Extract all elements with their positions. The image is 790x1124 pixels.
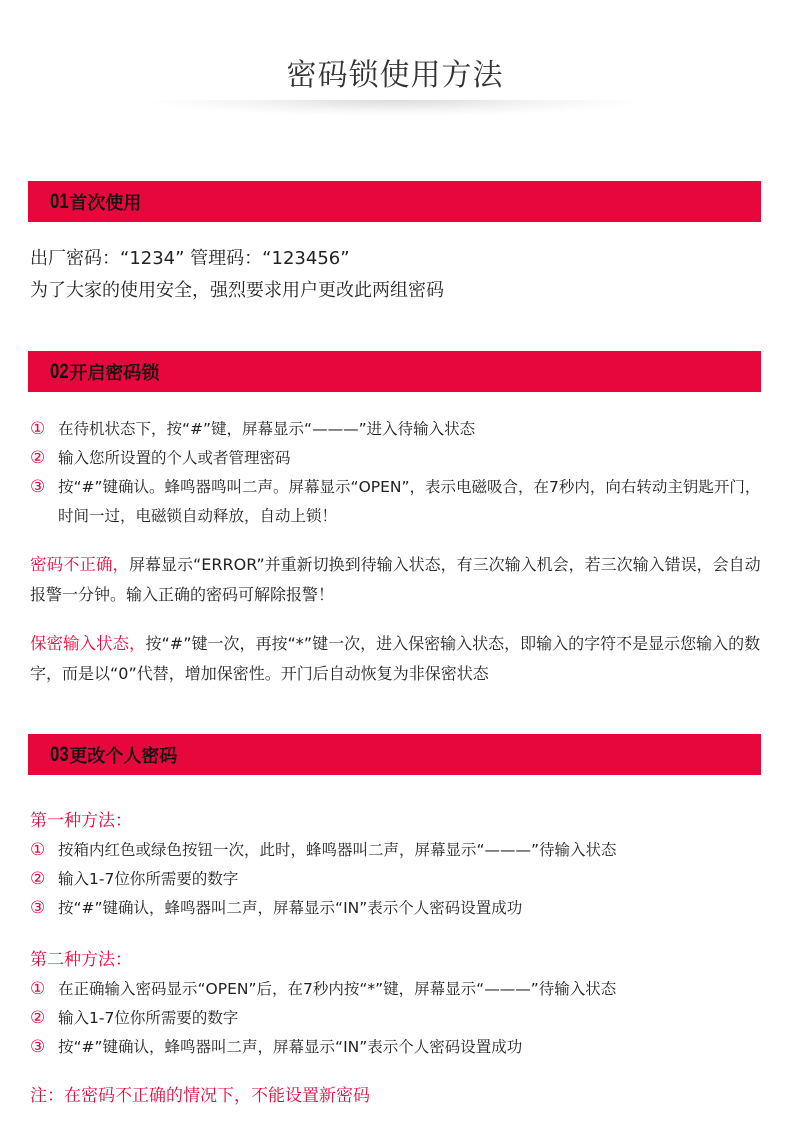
error-paragraph	[30, 550, 775, 610]
section-02-steps	[30, 415, 775, 531]
step-marker: ②	[30, 869, 46, 889]
step-marker: ①	[30, 419, 46, 439]
section-label: 开启密码锁	[69, 362, 160, 384]
step-text: 输入您所设置的个人或者管理密码	[58, 449, 291, 467]
error-text: 屏幕显示“ERROR”并重新切换到待输入状态，有三次输入机会，若三次输入错误，会自动报警一分钟。输入正确的密码可解除报警！	[30, 555, 761, 604]
page-title: 密码锁使用方法	[286, 58, 504, 93]
factory-password-line: 出厂密码：“1234” 管理码：“123456”	[30, 248, 350, 269]
list-item	[30, 865, 775, 894]
list-item	[30, 1033, 775, 1062]
list-item	[30, 1004, 775, 1033]
title-shadow	[150, 100, 640, 116]
step-marker: ①	[30, 840, 46, 860]
method-1	[30, 806, 775, 923]
list-item	[30, 444, 775, 473]
warning-note: 注：在密码不正确的情况下，不能设置新密码	[30, 1086, 370, 1106]
section-number: 02	[50, 359, 69, 383]
step-text: 在正确输入密码显示“OPEN”后，在7秒内按“*”键，屏幕显示“———”待输入状态	[58, 980, 617, 998]
secure-lead: 保密输入状态，	[30, 634, 146, 653]
step-text: 按“#”键确认，蜂鸣器叫二声，屏幕显示“IN”表示个人密码设置成功	[58, 1038, 523, 1056]
list-item	[30, 415, 775, 444]
section-header-01	[28, 181, 761, 222]
step-text: 按“#”键确认。蜂鸣器鸣叫二声。屏幕显示“OPEN”，表示电磁吸合，在7秒内，向右转动主钥匙开门，时间一过，电磁锁自动释放，自动上锁！	[58, 478, 761, 525]
step-marker: ③	[30, 898, 46, 918]
list-item	[30, 894, 775, 923]
step-text: 按箱内红色或绿色按钮一次，此时，蜂鸣器叫二声，屏幕显示“———”待输入状态	[58, 841, 617, 859]
method-2	[30, 945, 775, 1062]
secure-text: 按“#”键一次，再按“*”键一次，进入保密输入状态，即输入的字符不是显示您输入的数字，而是以“0”代替，增加保密性。开门后自动恢复为非保密状态	[30, 634, 761, 683]
section-number: 03	[50, 742, 69, 766]
list-item	[30, 836, 775, 865]
section-number: 01	[50, 189, 69, 213]
step-marker: ③	[30, 477, 46, 497]
secure-input-paragraph	[30, 629, 775, 689]
step-marker: ②	[30, 448, 46, 468]
section-label: 首次使用	[69, 192, 142, 214]
method-1-title: 第一种方法：	[30, 811, 132, 831]
section-label: 更改个人密码	[69, 745, 178, 767]
step-text: 输入1-7位你所需要的数字	[58, 1009, 239, 1027]
list-item	[30, 473, 775, 531]
step-text: 在待机状态下，按“#”键，屏幕显示“———”进入待输入状态	[58, 420, 476, 438]
step-text: 输入1-7位你所需要的数字	[58, 870, 239, 888]
step-marker: ②	[30, 1008, 46, 1028]
section-header-03	[28, 734, 761, 775]
security-advice-line: 为了大家的使用安全，强烈要求用户更改此两组密码	[30, 280, 444, 301]
method-2-title: 第二种方法：	[30, 950, 132, 970]
step-text: 按“#”键确认，蜂鸣器叫二声，屏幕显示“IN”表示个人密码设置成功	[58, 899, 523, 917]
step-marker: ①	[30, 979, 46, 999]
section-01-content	[30, 243, 775, 307]
section-header-02	[28, 351, 761, 392]
error-lead: 密码不正确，	[30, 555, 129, 574]
step-marker: ③	[30, 1037, 46, 1057]
list-item	[30, 975, 775, 1004]
